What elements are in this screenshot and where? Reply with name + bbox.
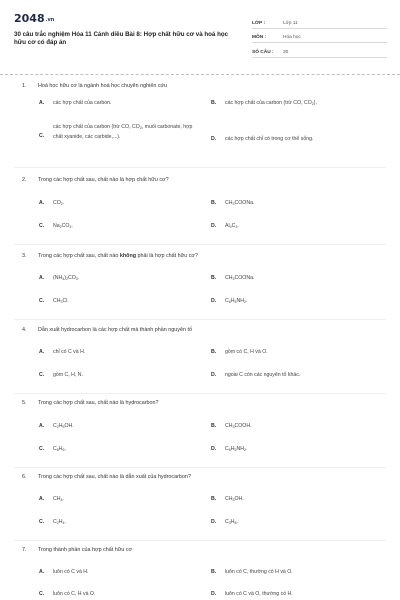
- option-c[interactable]: C. $Na_2CO_3$.: [39, 223, 73, 229]
- meta-label: MÔN :: [252, 35, 267, 40]
- option-c[interactable]: C. các hợp chất của carbon (trừ CO, $CO_2$, muối carbonate, hợp chất xyanide, các carbide,...).: [39, 124, 193, 140]
- option-d[interactable]: D. $C_3H_8$.: [211, 519, 238, 525]
- option-d[interactable]: D. $Al_4C_3$.: [211, 223, 239, 229]
- question-stem: 5. Trong các hợp chất sau, chất nào là hydrocarbon?: [22, 400, 159, 406]
- option-b[interactable]: B. luôn có C, thường có H và O.: [211, 569, 293, 575]
- question-separator: [14, 167, 386, 168]
- meta-count-row: [252, 43, 387, 58]
- option-d[interactable]: D. ngoài C còn các nguyên tố khác.: [211, 372, 301, 378]
- option-c[interactable]: C. $CH_3Cl$.: [39, 298, 69, 304]
- question-separator: [14, 244, 386, 245]
- option-a[interactable]: A. các hợp chất của carbon.: [39, 100, 112, 106]
- question-stem: 7. Trong thành phần của hợp chất hữu cơ: [22, 547, 133, 553]
- header: [0, 0, 400, 68]
- question-stem: 2. Trong các hợp chất sau, chất nào là hợp chất hữu cơ?: [22, 177, 169, 183]
- meta-label: LỚP :: [252, 20, 266, 26]
- option-a[interactable]: A. $(NH_4)_2CO_3$.: [39, 275, 80, 281]
- option-c[interactable]: C. $C_2H_4$.: [39, 519, 66, 525]
- question-separator: [14, 467, 386, 468]
- meta-value: 30: [283, 49, 289, 55]
- question-stem: 3. Trong các hợp chất sau, chất nào không phải là hợp chất hữu cơ?: [22, 253, 198, 259]
- option-a[interactable]: A. luôn có C và H.: [39, 569, 89, 575]
- option-a[interactable]: A. $CH_4$.: [39, 496, 64, 502]
- option-c[interactable]: C. luôn có C, H và O.: [39, 591, 96, 597]
- meta-value: Lớp 11: [283, 20, 298, 26]
- option-b[interactable]: B. $CH_3COONa$.: [211, 275, 255, 281]
- option-a[interactable]: A. $CO_2$.: [39, 200, 65, 206]
- meta-info: [252, 14, 387, 58]
- option-d[interactable]: D. $C_6H_5NH_2$.: [211, 446, 248, 452]
- meta-label: SỐ CÂU :: [252, 49, 274, 55]
- header-divider: [0, 74, 400, 75]
- negation-emphasis: không: [119, 253, 137, 259]
- meta-grade-row: [252, 14, 387, 29]
- page-title: 30 câu trắc nghiệm Hóa 11 Cánh diều Bài 8: Hợp chất hữu cơ và hoá học hữu cơ có đáp án: [14, 31, 229, 47]
- option-d[interactable]: D. các hợp chất chỉ có trong cơ thể sống.: [211, 136, 314, 142]
- option-c[interactable]: C. gồm C, H, N.: [39, 372, 83, 378]
- option-b[interactable]: B. $CH_3OH$.: [211, 496, 244, 502]
- option-b[interactable]: B. $CH_3COOH$.: [211, 423, 252, 429]
- option-b[interactable]: B. $CH_3COONa$.: [211, 200, 255, 206]
- option-d[interactable]: D. luôn có C và O, thường có H.: [211, 591, 293, 597]
- option-b[interactable]: B. các hợp chất của carbon (trừ CO, $CO_2$).: [211, 100, 317, 106]
- question-separator: [14, 540, 386, 541]
- question-stem: 4. Dẫn xuất hydrocarbon là các hợp chất mà thành phần nguyên tố: [22, 327, 192, 333]
- site-logo[interactable]: 2048.vn: [14, 12, 55, 25]
- question-separator: [14, 319, 386, 320]
- option-d[interactable]: D. $C_6H_5NH_2$.: [211, 298, 248, 304]
- option-a[interactable]: A. $C_2H_5OH$.: [39, 423, 74, 429]
- option-b[interactable]: B. gồm có C, H và O.: [211, 349, 268, 355]
- option-c[interactable]: C. $C_6H_6$.: [39, 446, 66, 452]
- meta-subject-row: [252, 29, 387, 44]
- option-a[interactable]: A. chỉ có C và H.: [39, 349, 86, 355]
- question-stem: 1. Hoá học hữu cơ là ngành hoá học chuyên nghiên cứu: [22, 83, 168, 89]
- meta-value: Hóa học: [283, 35, 301, 40]
- question-stem: 6. Trong các hợp chất sau, chất nào là dẫn xuất của hydrocarbon?: [22, 474, 191, 480]
- question-separator: [14, 393, 386, 394]
